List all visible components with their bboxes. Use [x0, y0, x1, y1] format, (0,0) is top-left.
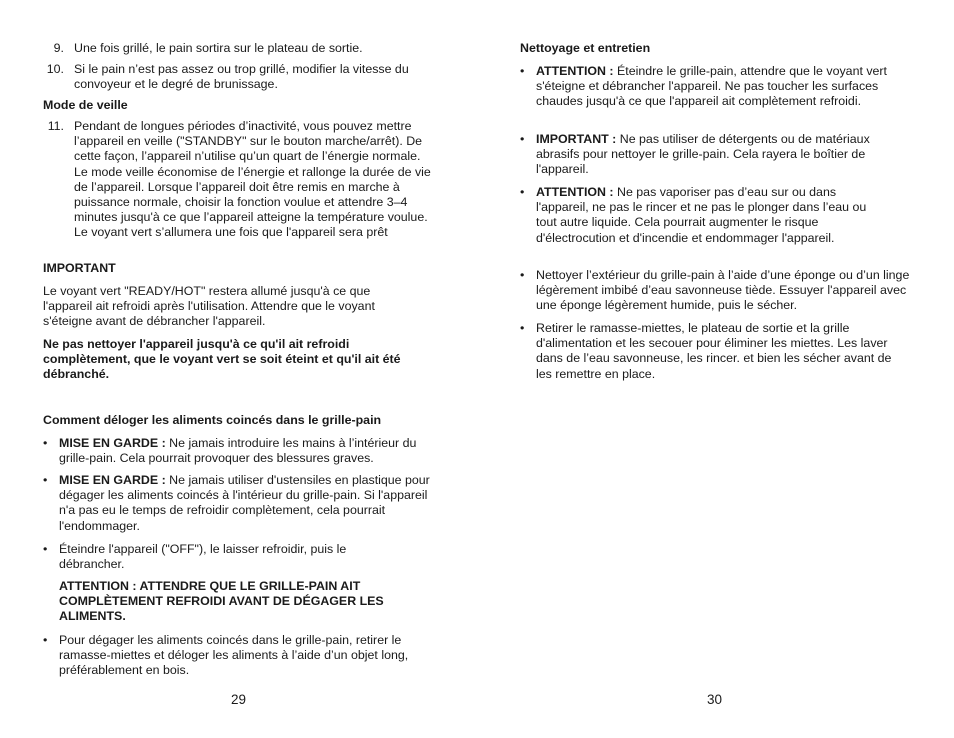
- bullet: •: [520, 185, 525, 199]
- cleaning-bullet-5: Retirer le ramasse-miettes, le plateau de sortie et la grille d'alimentation et les secouer pour éliminer les miettes. Les laver dans de l’eau savonneuse, les rincer. et bien les sécher avant de les remettre en place.: [536, 321, 892, 381]
- bullet-label: MISE EN GARDE :: [59, 473, 166, 487]
- bullet-text: Éteindre le grille-pain, attendre que le voyant vert s'éteigne et débrancher l'appareil. Ne pas toucher les surfaces chaudes jusqu'à ce que l'appareil ait complètement refroidi.: [536, 64, 887, 109]
- bullet-label: ATTENTION :: [536, 185, 614, 199]
- page-number: 30: [707, 692, 723, 707]
- cleaning-bullet-4: Nettoyer l’extérieur du grille-pain à l’aide d’une éponge ou d’un linge légèrement imbibé d’eau savonneuse tiède. Essuyer l'appareil avec une éponge légèrement humide, puis le sécher.: [536, 268, 910, 313]
- item-9-text: Une fois grillé, le pain sortira sur le plateau de sortie.: [74, 41, 363, 55]
- item-11-number: 11.: [47, 119, 64, 133]
- bullet-text: Ne pas utiliser de détergents ou de matériaux abrasifs pour nettoyer le grille-pain. Cela rayera le boîtier de l'appareil.: [536, 132, 870, 177]
- bullet: •: [520, 321, 525, 335]
- dislodge-bullet-1: [59, 436, 429, 466]
- bullet: •: [43, 633, 48, 647]
- important-text: Le voyant vert "READY/HOT" restera allumé jusqu'à ce que l'appareil ait refroidi après l'utilisation. Attendre que le voyant s'éteigne avant de débrancher l'appareil.: [43, 284, 375, 329]
- bullet: •: [520, 132, 525, 146]
- page-number: 29: [231, 692, 247, 707]
- important-heading: IMPORTANT: [43, 261, 116, 275]
- bullet: •: [43, 436, 48, 450]
- cleaning-bullet-1: [536, 64, 906, 110]
- cleaning-heading: Nettoyage et entretien: [520, 41, 651, 55]
- dislodge-heading: Comment déloger les aliments coincés dans le grille-pain: [43, 413, 382, 427]
- cleaning-bullet-2: [536, 132, 911, 178]
- item-11-text: Pendant de longues périodes d’inactivité, vous pouvez mettre l’appareil en veille ("STANDBY" sur le bouton marche/arrêt). De cette façon, l’appareil n’utilise qu’un quart de l’énergie normale. Le mode veille économise de l’énergie et rallonge la durée de vie de l’appareil. Lorsque l’appareil doit être remis en marche à puissance normale, choisir la fonction voulue et attendre 3–4 minutes jusqu'à ce que l’appareil atteigne la température voulue. Le voyant vert s’allumera une fois que l'appareil sera prêt: [74, 119, 431, 240]
- bullet: •: [43, 542, 48, 556]
- attention-caps: ATTENTION : ATTENDRE QUE LE GRILLE-PAIN AIT COMPLÈTEMENT REFROIDI AVANT DE DÉGAGER LES ALIMENTS.: [59, 579, 384, 624]
- bullet-text: Ne jamais utiliser d'ustensiles en plastique pour dégager les aliments coincés à l'intérieur du grille-pain. Si l'appareil n'a pas eu le temps de refroidir complètement, cela pourrait l'endommager.: [59, 473, 430, 533]
- item-10-number: 10.: [46, 62, 64, 76]
- bullet-label: ATTENTION :: [536, 64, 614, 78]
- bullet-label: MISE EN GARDE :: [59, 436, 166, 450]
- bullet: •: [520, 268, 525, 282]
- bullet-label: IMPORTANT :: [536, 132, 617, 146]
- dislodge-bullet-3: Éteindre l'appareil ("OFF"), le laisser refroidir, puis le débrancher.: [59, 542, 347, 572]
- important-warning: Ne pas nettoyer l'appareil jusqu'à ce qu'il ait refroidi complètement, que le voyant vert se soit éteint et qu'il ait été débranché.: [43, 337, 401, 382]
- bullet-text: Ne pas vaporiser pas d’eau sur ou dans l'appareil, ne pas le rincer et ne pas le plonger dans l’eau ou tout autre liquide. Cela pourrait augmenter le risque d'électrocution et d'incendie et endommager l'appareil.: [536, 185, 867, 245]
- bullet: •: [43, 473, 48, 487]
- dislodge-bullet-2: [59, 473, 431, 534]
- item-10-text: Si le pain n’est pas assez ou trop grillé, modifier la vitesse du convoyeur et le degré de brunissage.: [74, 62, 409, 92]
- bullet-text: Ne jamais introduire les mains à l’intérieur du grille-pain. Cela pourrait provoquer des blessures graves.: [59, 436, 417, 466]
- standby-heading: Mode de veille: [43, 98, 128, 112]
- item-9-number: 9.: [53, 41, 64, 55]
- cleaning-bullet-3: [536, 185, 881, 246]
- dislodge-bullet-4: Pour dégager les aliments coincés dans le grille-pain, retirer le ramasse-miettes et déloger les aliments à l’aide d’un objet long, préférablement en bois.: [59, 633, 409, 678]
- bullet: •: [520, 64, 525, 78]
